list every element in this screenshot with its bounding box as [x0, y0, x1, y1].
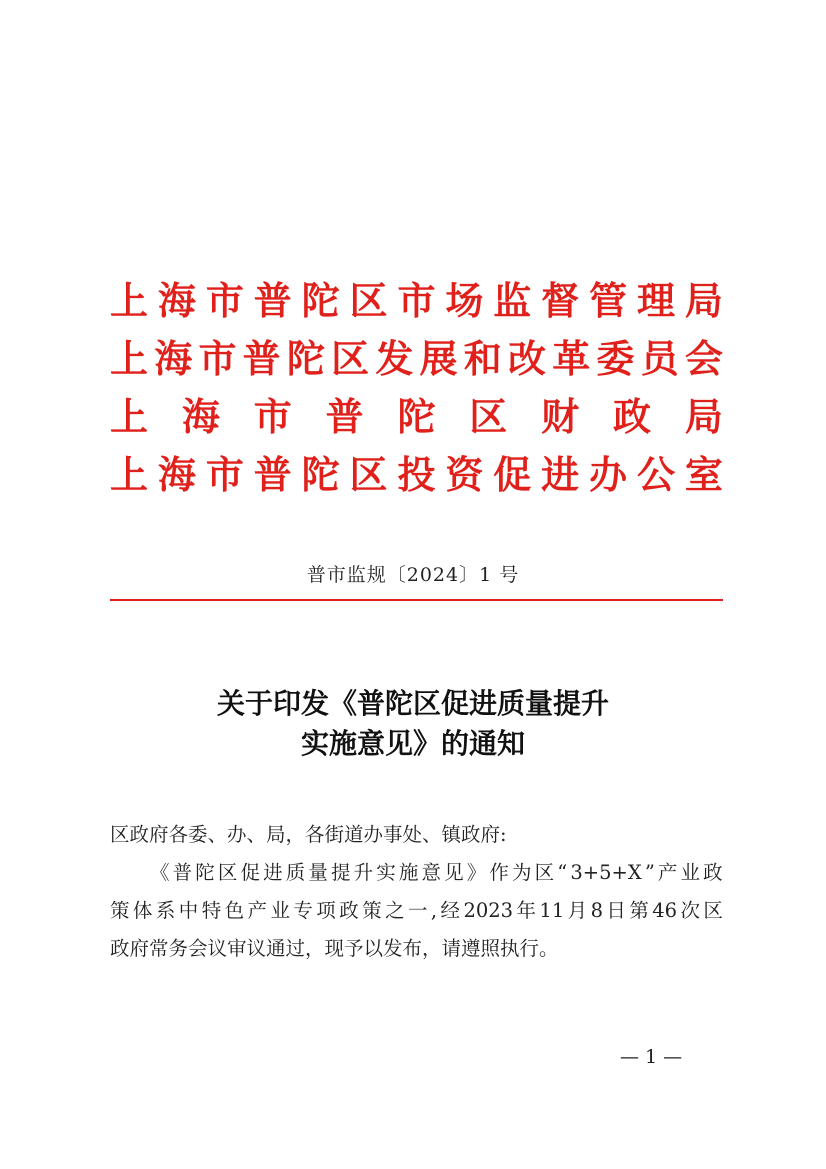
- glyph: 3+5+X: [570, 861, 642, 884]
- glyph: 海: [181, 394, 220, 439]
- glyph: 海: [154, 336, 193, 381]
- glyph: 办: [589, 452, 628, 497]
- glyph: 发: [375, 336, 414, 381]
- glyph: 普: [325, 394, 364, 439]
- title-line: 实施意见》的通知: [300, 727, 525, 760]
- glyph: 一: [407, 899, 428, 922]
- glyph: 陀: [301, 452, 340, 497]
- glyph: 》: [466, 861, 487, 884]
- glyph: 陀: [286, 336, 325, 381]
- paragraph-line: 政府常务会议审议通过，现予以发布，请遵照执行。: [110, 937, 559, 960]
- glyph: 革: [552, 336, 591, 381]
- glyph: “: [557, 861, 568, 884]
- title-line: 关于印发《普陀区促进质量提升: [216, 687, 609, 720]
- glyph: 实: [376, 861, 396, 884]
- glyph: 市: [198, 336, 237, 381]
- glyph: 2023: [463, 899, 514, 922]
- glyph: 海: [157, 278, 196, 323]
- glyph: 区: [469, 394, 508, 439]
- glyph: 普: [242, 336, 281, 381]
- document-number: 普市监规〔2024〕1 号: [306, 564, 520, 586]
- glyph: 为: [512, 861, 532, 884]
- glyph: 场: [445, 278, 484, 323]
- glyph: 专: [293, 899, 313, 922]
- glyph: 《: [150, 861, 170, 884]
- glyph: 业: [680, 861, 701, 884]
- glyph: 海: [157, 452, 196, 497]
- glyph: 普: [172, 861, 193, 884]
- glyph: 局: [684, 394, 723, 439]
- glyph: 8: [590, 899, 603, 922]
- glyph: 作: [489, 861, 509, 884]
- glyph: 普: [253, 452, 292, 497]
- glyph: 提: [331, 861, 351, 884]
- glyph: 系: [155, 899, 176, 922]
- glyph: 区: [349, 452, 388, 497]
- paragraph-line: [110, 854, 723, 892]
- glyph: 资: [445, 452, 484, 497]
- glyph: 上: [110, 394, 149, 439]
- issuer-name: [110, 388, 723, 446]
- glyph: 陀: [301, 278, 340, 323]
- glyph: 日: [606, 899, 626, 922]
- glyph: 展: [419, 336, 458, 381]
- glyph: 策: [362, 899, 382, 922]
- glyph: 公: [636, 452, 675, 497]
- glyph: 策: [110, 899, 130, 922]
- issuer-block: [110, 272, 723, 504]
- glyph: 之: [385, 899, 405, 922]
- glyph: 进: [541, 452, 580, 497]
- glyph: 管: [589, 278, 628, 323]
- glyph: 色: [224, 899, 245, 922]
- body-text: [110, 816, 723, 968]
- glyph: 员: [640, 336, 679, 381]
- glyph: 会: [684, 336, 723, 381]
- glyph: 政: [339, 899, 359, 922]
- glyph: 普: [253, 278, 292, 323]
- glyph: 46: [652, 899, 678, 922]
- glyph: 体: [132, 899, 153, 922]
- glyph: 上: [110, 278, 149, 323]
- glyph: 见: [444, 861, 464, 884]
- glyph: 市: [205, 278, 244, 323]
- glyph: 市: [397, 278, 436, 323]
- glyph: 升: [353, 861, 374, 884]
- glyph: 11: [539, 899, 565, 922]
- glyph: 财: [541, 394, 580, 439]
- glyph: 第: [629, 899, 649, 922]
- glyph: ”: [644, 861, 655, 884]
- glyph: 局: [684, 278, 723, 323]
- glyph: 产: [657, 861, 678, 884]
- glyph: 产: [247, 899, 268, 922]
- glyph: 市: [205, 452, 244, 497]
- glyph: 特: [201, 899, 222, 922]
- glyph: 委: [596, 336, 635, 381]
- glyph: 质: [285, 861, 306, 884]
- issuer-name: [110, 330, 723, 388]
- issuer-name: [110, 446, 723, 504]
- glyph: 区: [703, 899, 723, 922]
- glyph: 改: [507, 336, 546, 381]
- glyph: 区: [217, 861, 238, 884]
- page-number: — 1 —: [620, 1046, 683, 1068]
- glyph: 次: [680, 899, 700, 922]
- salutation: 区政府各委、办、局，各街道办事处、镇政府:: [110, 823, 507, 846]
- paragraph-line: [110, 892, 723, 930]
- issuer-name: [110, 272, 723, 330]
- glyph: 陀: [397, 394, 436, 439]
- glyph: 经: [440, 899, 461, 922]
- glyph: 政: [613, 394, 652, 439]
- glyph: 中: [178, 899, 199, 922]
- glyph: 督: [541, 278, 580, 323]
- glyph: 年: [516, 899, 536, 922]
- glyph: 上: [110, 452, 149, 497]
- glyph: 理: [636, 278, 675, 323]
- glyph: 室: [684, 452, 723, 497]
- glyph: 月: [567, 899, 588, 922]
- glyph: 区: [331, 336, 370, 381]
- glyph: 量: [308, 861, 328, 884]
- glyph: 业: [270, 899, 290, 922]
- glyph: 投: [397, 452, 436, 497]
- glyph: 进: [263, 861, 283, 884]
- glyph: 促: [493, 452, 532, 497]
- glyph: ,: [430, 899, 438, 922]
- glyph: 和: [463, 336, 502, 381]
- glyph: 上: [110, 336, 149, 381]
- glyph: 政: [703, 861, 723, 884]
- glyph: 陀: [195, 861, 215, 884]
- glyph: 施: [398, 861, 419, 884]
- document-title: [0, 684, 826, 764]
- glyph: 项: [316, 899, 336, 922]
- glyph: 促: [240, 861, 261, 884]
- glyph: 意: [421, 861, 442, 884]
- glyph: 市: [253, 394, 292, 439]
- glyph: 区: [534, 861, 555, 884]
- red-divider: [110, 599, 723, 601]
- glyph: 区: [349, 278, 388, 323]
- glyph: 监: [493, 278, 532, 323]
